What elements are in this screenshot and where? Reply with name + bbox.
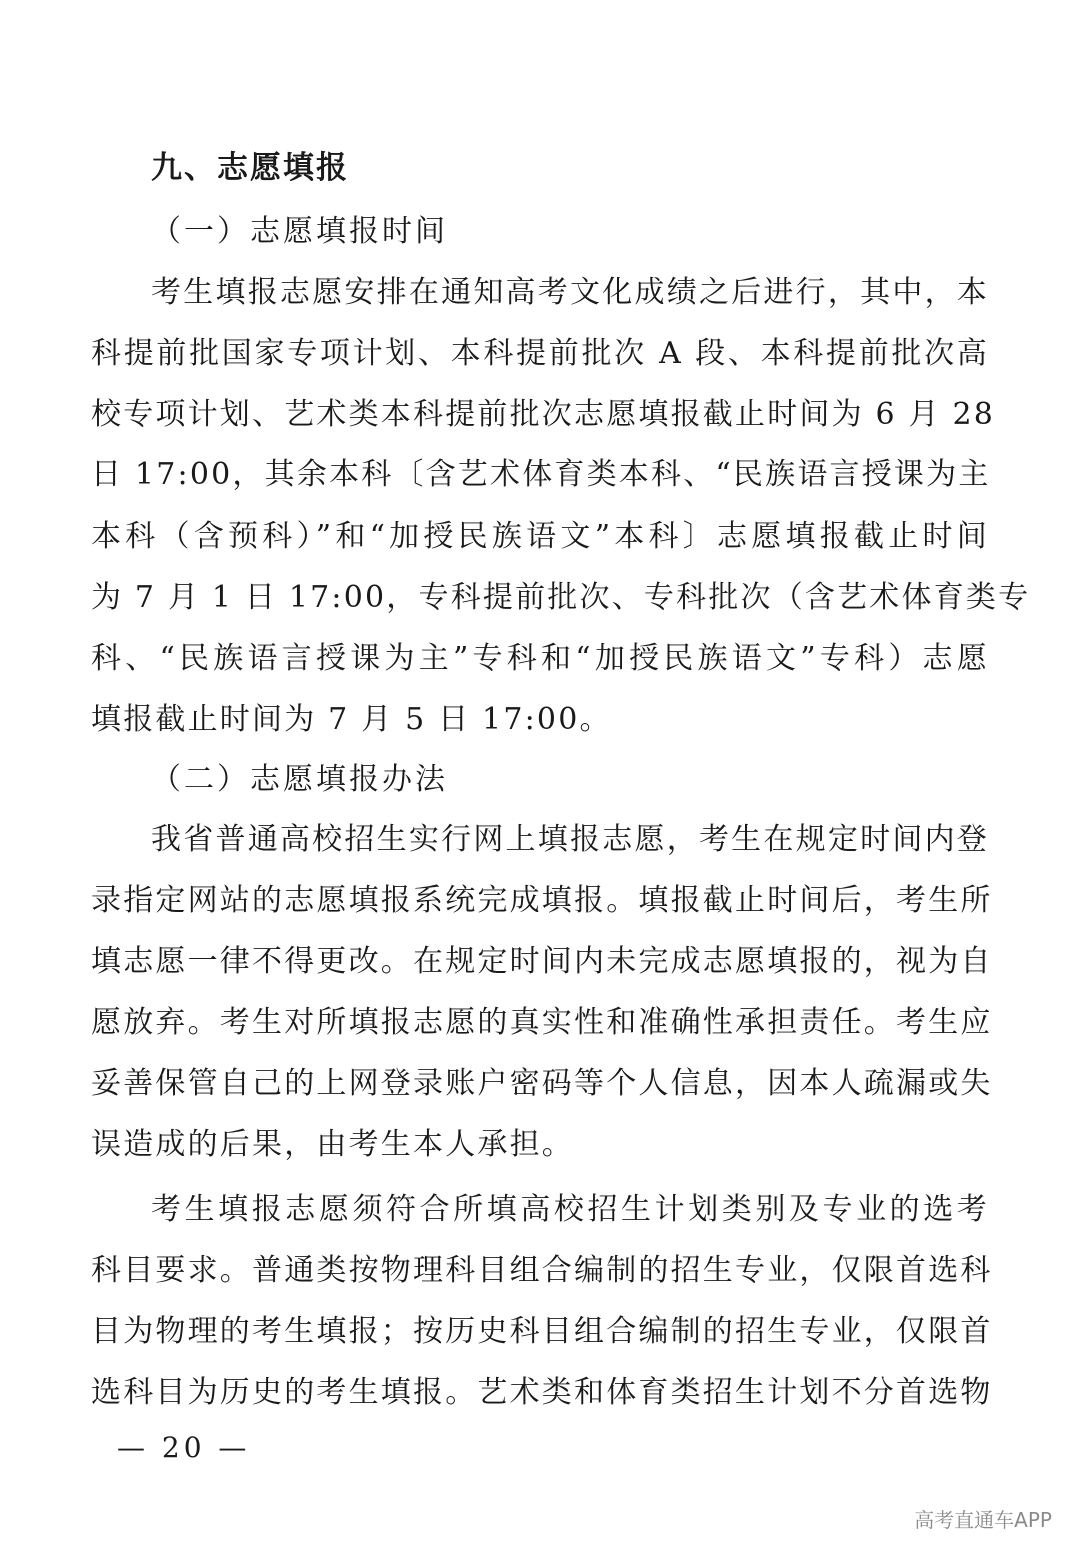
text-line: 目为物理的考生填报；按历史科目组合编制的招生专业，仅限首 xyxy=(91,1314,993,1349)
text-line: 妥善保管自己的上网登录账户密码等个人信息，因本人疏漏或失 xyxy=(91,1066,993,1101)
watermark: 高考直通车APP xyxy=(914,1508,1052,1532)
text-line: 填志愿一律不得更改。在规定时间内未完成志愿填报的，视为自 xyxy=(91,944,993,979)
text-line: 误造成的后果，由考生本人承担。 xyxy=(91,1127,574,1162)
text-line: 愿放弃。考生对所填报志愿的真实性和准确性承担责任。考生应 xyxy=(91,1005,993,1040)
page-number: — 20 — xyxy=(117,1431,251,1464)
text-line: 科提前批国家专项计划、本科提前批次 A 段、本科提前批次高 xyxy=(91,336,989,371)
text-line: 考生填报志愿须符合所填高校招生计划类别及专业的选考 xyxy=(151,1192,989,1227)
text-line: 为 7 月 1 日 17:00，专科提前批次、专科批次（含艺术体育类专 xyxy=(91,580,1031,615)
text-line: 校专项计划、艺术类本科提前批次志愿填报截止时间为 6 月 28 xyxy=(91,397,996,432)
text-line: 我省普通高校招生实行网上填报志愿，考生在规定时间内登 xyxy=(151,822,989,857)
text-line: 考生填报志愿安排在通知高考文化成绩之后进行，其中，本 xyxy=(151,275,989,310)
subsection-heading-time: （一）志愿填报时间 xyxy=(151,214,448,249)
text-line: 本科（含预科）”和“加授民族语文”本科〕志愿填报截止时间 xyxy=(91,519,989,554)
text-line: 填报截止时间为 7 月 5 日 17:00。 xyxy=(91,702,612,737)
text-line: 日 17:00，其余本科〔含艺术体育类本科、“民族语言授课为主 xyxy=(91,457,991,492)
text-line: 录指定网站的志愿填报系统完成填报。填报截止时间后，考生所 xyxy=(91,883,993,918)
section-heading: 九、志愿填报 xyxy=(151,150,349,186)
text-line: 科目要求。普通类按物理科目组合编制的招生专业，仅限首选科 xyxy=(91,1253,993,1288)
text-line: 选科目为历史的考生填报。艺术类和体育类招生计划不分首选物 xyxy=(91,1375,993,1410)
subsection-heading-method: （二）志愿填报办法 xyxy=(151,762,448,797)
text-line: 科、“民族语言授课为主”专科和“加授民族语文”专科）志愿 xyxy=(91,641,989,676)
